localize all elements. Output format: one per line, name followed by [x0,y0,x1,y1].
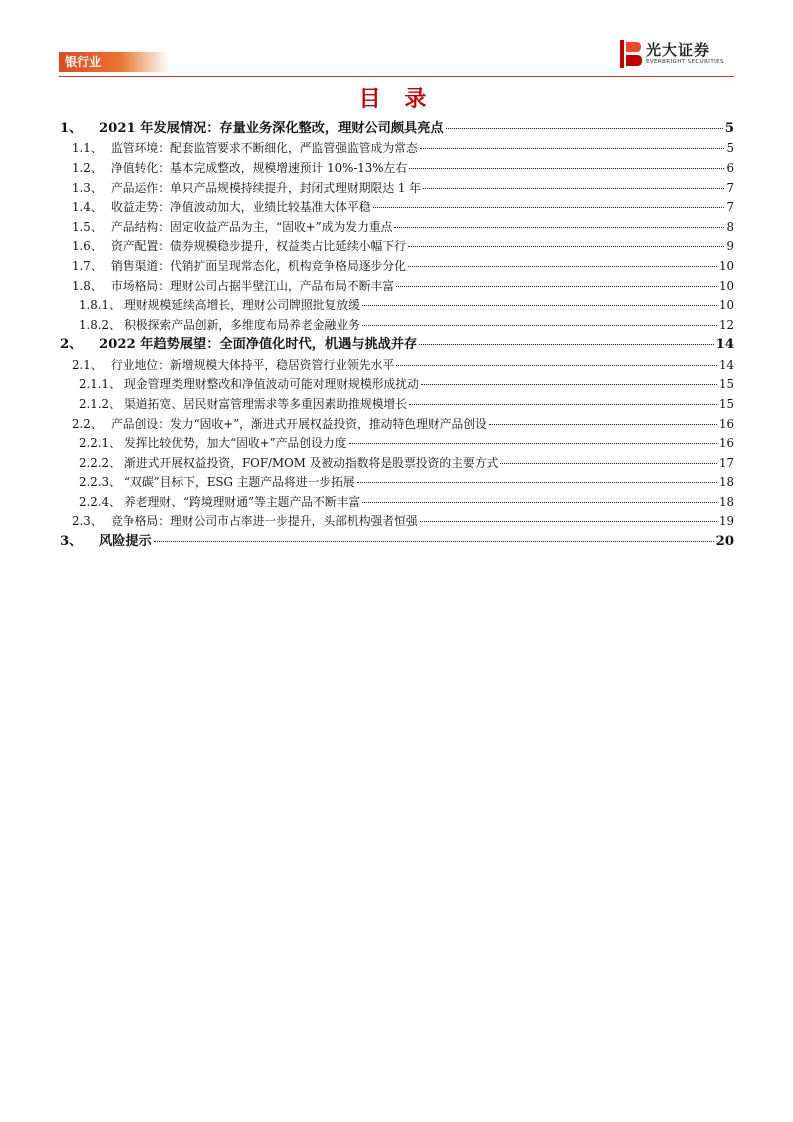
toc-entry-number: 1.2、 [72,160,103,175]
toc-entry-page: 15 [718,396,734,411]
toc-entry-page: 17 [718,455,734,470]
toc-dot-leader [357,482,717,483]
toc-entry[interactable] [59,139,734,159]
toc-entry-number: 2.2、 [72,416,103,431]
toc-entry[interactable] [59,218,734,238]
toc-entry-title: 竞争格局：理财公司市占率进一步提升，头部机构强者恒强 [111,514,418,529]
toc-entry-title: 养老理财、“跨境理财通”等主题产品不断丰富 [124,494,361,509]
toc-entry-title: 产品创设：发力“固收+”，渐进式开展权益投资，推动特色理财产品创设 [111,416,487,431]
brand-name-en: EVERBRIGHT SECURITIES [646,59,724,65]
table-of-contents [59,119,734,552]
toc-dot-leader [489,424,717,425]
toc-entry[interactable] [59,316,734,336]
toc-entry-page: 9 [726,239,734,254]
toc-entry-page: 14 [718,357,734,372]
page-title: 目 录 [358,87,435,112]
toc-entry-number: 1、 [60,121,83,136]
toc-dot-leader [396,365,717,366]
toc-dot-leader [446,128,723,129]
toc-dot-leader [362,305,717,306]
toc-entry-number: 1.8.2、 [79,317,121,332]
toc-dot-leader [362,502,717,503]
toc-entry-title: “双碳”目标下，ESG 主题产品将进一步拓展 [124,475,355,490]
toc-entry-title: 市场格局：理财公司占据半壁江山，产品布局不断丰富 [111,278,395,293]
toc-entry-page: 7 [726,180,734,195]
toc-entry-number: 1.7、 [72,258,103,273]
toc-entry-number: 2.2.1、 [79,436,121,451]
toc-entry-number: 1.8.1、 [79,298,121,313]
toc-entry-title: 现金管理类理财整改和净值波动可能对理财规模形成扰动 [124,377,419,392]
toc-entry-title: 产品结构：固定收益产品为主，“固收+”成为发力重点 [111,219,393,234]
toc-entry-title: 收益走势：净值波动加大，业绩比较基准大体平稳 [111,200,371,215]
toc-dot-leader [408,266,717,267]
toc-dot-leader [420,148,725,149]
toc-entry[interactable] [59,395,734,415]
toc-dot-leader [420,521,717,522]
toc-entry-title: 理财规模延续高增长，理财公司牌照批复放缓 [124,298,360,313]
toc-entry[interactable] [59,335,734,355]
toc-entry-page: 8 [726,219,734,234]
toc-entry-title: 产品运作：单只产品规模持续提升，封闭式理财期限达 1 年 [111,180,421,195]
toc-dot-leader [154,541,714,542]
toc-entry[interactable] [59,434,734,454]
toc-entry-number: 1.6、 [72,239,103,254]
toc-dot-leader [394,227,724,228]
brand-logo [614,38,734,70]
toc-entry-title: 渐进式开展权益投资，FOF/MOM 及被动指数将是股票投资的主要方式 [124,455,499,470]
page-header [59,38,734,78]
toc-entry-number: 2.2.2、 [79,455,121,470]
toc-entry-number: 1.5、 [72,219,103,234]
toc-entry-page: 16 [718,416,734,431]
toc-dot-leader [421,384,717,385]
toc-entry-page: 16 [718,436,734,451]
toc-entry-number: 2.1.1、 [79,377,121,392]
toc-dot-leader [409,404,717,405]
toc-entry[interactable] [59,356,734,376]
toc-dot-leader [362,325,717,326]
toc-entry-title: 发挥比较优势，加大“固收+”产品创设力度 [124,436,347,451]
toc-entry[interactable] [59,532,734,552]
toc-entry-number: 2.1.2、 [79,396,121,411]
toc-entry-number: 1.1、 [72,141,103,156]
toc-entry[interactable] [59,454,734,474]
toc-entry[interactable] [59,473,734,493]
toc-entry[interactable] [59,493,734,513]
toc-entry[interactable] [59,198,734,218]
toc-dot-leader [373,207,725,208]
toc-dot-leader [423,188,725,189]
toc-entry-title: 积极探索产品创新，多维度布局养老金融业务 [124,317,360,332]
toc-entry-page: 18 [718,475,734,490]
toc-entry-title: 渠道拓宽、居民财富管理需求等多重因素助推规模增长 [124,396,408,411]
toc-entry-page: 18 [718,494,734,509]
toc-entry-page: 10 [718,298,734,313]
toc-entry-number: 1.3、 [72,180,103,195]
toc-dot-leader [396,286,717,287]
toc-entry-page: 5 [726,141,734,156]
toc-entry-number: 2、 [60,337,83,353]
toc-dot-leader [409,168,724,169]
toc-entry[interactable] [59,415,734,435]
toc-entry-number: 2.2.4、 [79,494,121,509]
toc-entry-title: 销售渠道：代销扩面呈现常态化，机构竞争格局逐步分化 [111,258,406,273]
toc-entry-page: 10 [718,258,734,273]
toc-entry-page: 5 [724,121,734,136]
toc-entry-page: 20 [715,534,734,550]
toc-entry-title: 行业地位：新增规模大体持平，稳居资管行业领先水平 [111,357,395,372]
everbright-logo-icon [620,40,642,68]
header-divider [59,76,734,77]
toc-entry[interactable] [59,296,734,316]
toc-dot-leader [500,463,717,464]
toc-dot-leader [349,443,717,444]
toc-entry[interactable] [59,119,734,139]
toc-entry-number: 2.3、 [72,514,103,529]
toc-entry[interactable] [59,179,734,199]
toc-entry-number: 2.1、 [72,357,103,372]
toc-entry-title: 净值转化：基本完成整改，规模增速预计 10%-13%左右 [111,160,408,175]
toc-entry-title: 资产配置：债券规模稳步提升，权益类占比延续小幅下行 [111,239,406,254]
toc-entry[interactable] [59,512,734,532]
toc-entry[interactable] [59,277,734,297]
toc-entry-number: 1.8、 [72,278,103,293]
toc-dot-leader [408,246,725,247]
toc-entry-number: 3、 [60,534,83,550]
section-tag: 银行业 [59,52,169,72]
toc-dot-leader [419,344,713,345]
toc-entry-title: 监管环境：配套监管要求不断细化，严监管强监管成为常态 [111,141,418,156]
toc-entry-page: 19 [718,514,734,529]
toc-entry[interactable] [59,257,734,277]
toc-entry[interactable] [59,159,734,179]
toc-entry-page: 7 [726,200,734,215]
toc-entry-title: 2021 年发展情况：存量业务深化整改，理财公司颇具亮点 [99,121,444,136]
toc-entry-page: 6 [726,160,734,175]
toc-entry-title: 风险提示 [99,534,152,550]
brand-name-cn: 光大证券 [646,41,711,59]
toc-entry[interactable] [59,237,734,257]
toc-entry-page: 15 [718,377,734,392]
toc-entry-page: 12 [718,317,734,332]
toc-entry-number: 2.2.3、 [79,475,121,490]
toc-entry[interactable] [59,375,734,395]
toc-entry-title: 2022 年趋势展望：全面净值化时代，机遇与挑战并存 [99,337,418,353]
toc-entry-number: 1.4、 [72,200,103,215]
toc-entry-page: 14 [715,337,734,353]
toc-entry-page: 10 [718,278,734,293]
